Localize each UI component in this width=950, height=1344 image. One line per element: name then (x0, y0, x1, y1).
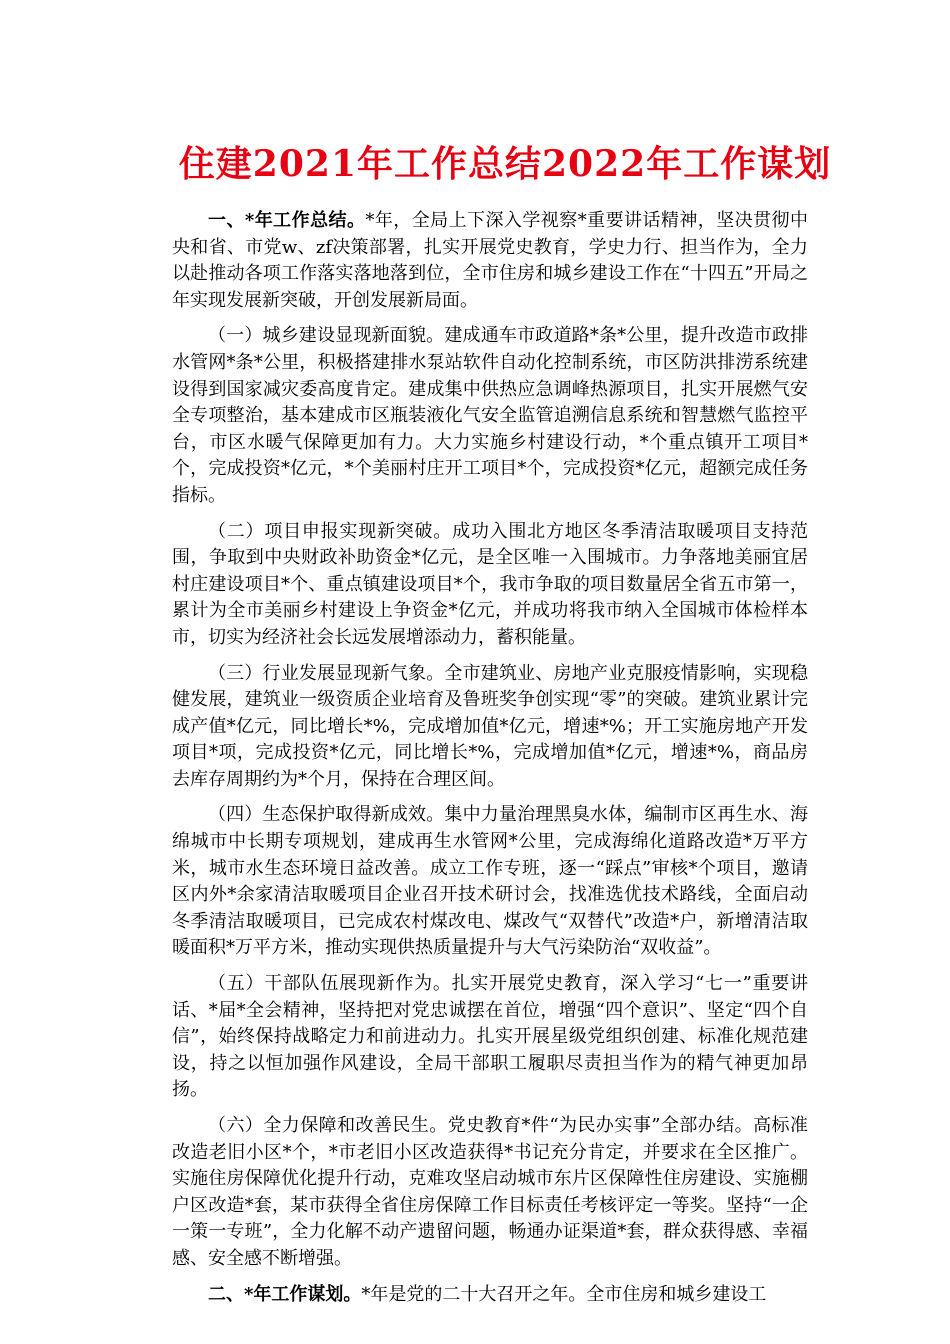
paragraph-summary (172, 208, 808, 314)
paragraph-industry-development (172, 661, 808, 794)
section-heading-plan: 二、*年工作谋划。 (208, 1283, 362, 1305)
paragraph-text: *年是党的二十大召开之年。全市住房和城乡建设工 (361, 1283, 767, 1305)
paragraph-text: （四）生态保护取得新成效。集中力量治理黑臭水体，编制市区再生水、海绵城市中长期专项规划，建成再生水管网*公里，完成海绵化道路改造*万平方米，城市水生态环境日益改善。成立工作专班，逐一“踩点”审核*个项目，邀请区内外*余家清洁取暖项目企业召开技术研讨会，找准选优技术路线，全面启动冬季清洁取暖项目，已完成农村煤改电、煤改气“双替代”改造*户，新增清洁取暖面积*万平方米，推动实现供热质量提升与大气污染防治“双收益”。 (172, 804, 808, 959)
document-title: 住建2021年工作总结2022年工作谋划 (178, 143, 832, 185)
paragraph-text: （六）全力保障和改善民生。党史教育*件“为民办实事”全部办结。高标准改造老旧小区*个，*市老旧小区改造获得*书记充分肯定，并要求在全区推广。实施住房保障优化提升行动，克难攻坚启动城市东片区保障性住房建设、实施棚户区改造*套，某市获得全省住房保障工作目标责任考核评定一等奖。坚持“一企一策一专班”，全力化解不动产遗留问题，畅通办证渠道*套，群众获得感、幸福感、安全感不断增强。 (172, 1115, 808, 1269)
paragraph-text: （一）城乡建设显现新面貌。建成通车市政道路*条*公里，提升改造市政排水管网*条*公里，积极搭建排水泵站软件自动化控制系统，市区防洪排涝系统建设得到国家减灾委高度肯定。建成集中供热应急调峰热源项目，扎实开展燃气安全专项整治，基本建成市区瓶装液化气安全监管追溯信息系统和智慧燃气监控平台，市区水暖气保障更加有力。大力实施乡村建设行动，*个重点镇开工项目*个，完成投资*亿元，*个美丽村庄开工项目*个，完成投资*亿元，超额完成任务指标。 (172, 325, 808, 506)
paragraph-ecological-protection (172, 802, 808, 962)
paragraph-cadre-team (172, 971, 808, 1104)
document-body (172, 208, 808, 1317)
paragraph-text: （三）行业发展显现新气象。全市建筑业、房地产业克服疫情影响，实现稳健发展，建筑业一级资质企业培育及鲁班奖争创实现“零”的突破。建筑业累计完成产值*亿元，同比增长*%，完成增加值*亿元，增速*%；开工实施房地产开发项目*项，完成投资*亿元，同比增长*%，完成增加值*亿元，增速*%，商品房去库存周期约为*个月，保持在合理区间。 (172, 662, 808, 790)
paragraph-livelihood (172, 1113, 808, 1273)
paragraph-project-application (172, 519, 808, 652)
paragraph-urban-construction (172, 323, 808, 509)
paragraph-text: （五）干部队伍展现新作为。扎实开展党史教育，深入学习“七一”重要讲话、*届*全会精神，坚持把对党忠诚摆在首位，增强“四个意识”、坚定“四个自信”，始终保持战略定力和前进动力。扎实开展星级党组织创建、标准化规范建设，持之以恒加强作风建设，全局干部职工履职尽责担当作为的精气神更加昂扬。 (172, 973, 808, 1101)
paragraph-text: *年，全局上下深入学视察*重要讲话精神，坚决贯彻中央和省、市党w、zf决策部署，扎实开展党史教育，学史力行、担当作为，全力以赴推动各项工作落实落地落到位，全市住房和城乡建设工作在“十四五”开局之年实现发展新突破，开创发展新局面。 (172, 210, 808, 311)
paragraph-text: （二）项目申报实现新突破。成功入围北方地区冬季清洁取暖项目支持范围，争取到中央财政补助资金*亿元，是全区唯一入围城市。力争落地美丽宜居村庄建设项目*个、重点镇建设项目*个，我市争取的项目数量居全省五市第一，累计为全市美丽乡村建设上争资金*亿元，并成功将我市纳入全国城市体检样本市，切实为经济社会长远发展增添动力，蓄积能量。 (172, 520, 808, 648)
paragraph-plan (172, 1282, 808, 1309)
section-heading-summary: 一、*年工作总结。 (208, 210, 366, 231)
